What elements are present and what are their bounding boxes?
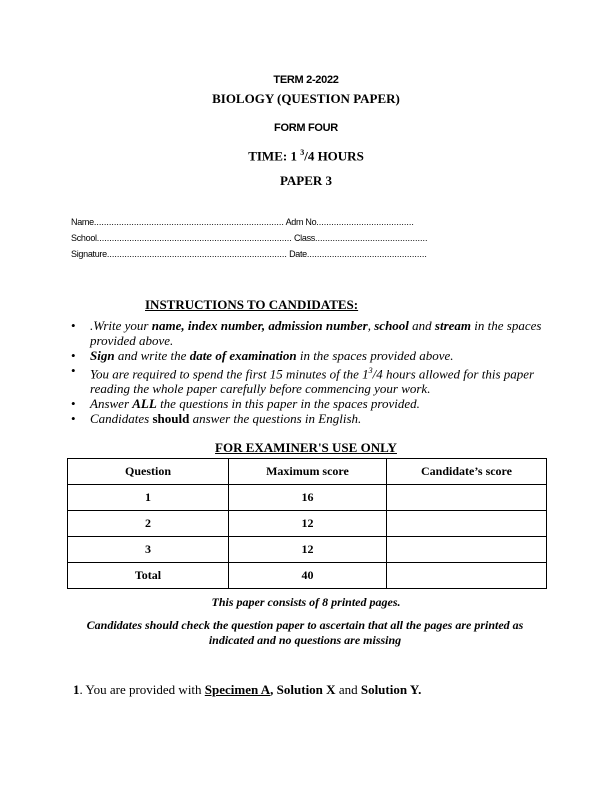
instruction-item — [68, 348, 548, 363]
school-dots: .............................................................................. — [96, 233, 292, 243]
instruction-text: , — [367, 318, 375, 333]
school-label: School — [71, 233, 97, 243]
q1-comma: , — [270, 682, 277, 697]
instruction-text: school — [374, 318, 409, 333]
time-prefix: TIME: 1 — [248, 148, 301, 164]
instruction-text: Answer — [90, 396, 133, 412]
solution-x: Solution X — [276, 682, 336, 697]
table-row — [68, 485, 547, 511]
q1-end: . — [418, 682, 422, 697]
candidate-score-cell[interactable] — [387, 563, 547, 589]
date-dots: ................................................ — [306, 249, 427, 259]
instruction-text: /4 hours allowed for this paper reading the whole paper carefully before commencing your work. — [90, 366, 535, 397]
instruction-text: the questions in this paper in the spaces provided. — [156, 396, 420, 412]
instruction-item — [68, 411, 548, 426]
instruction-text: Sign — [90, 348, 115, 363]
instructions-list — [68, 318, 548, 426]
question-1 — [73, 682, 421, 698]
name-dots: ............................................................................ — [93, 217, 284, 227]
class-dots: ............................................. — [314, 233, 428, 243]
candidate-score-cell[interactable] — [387, 485, 547, 511]
instruction-text: in the spaces provided above. — [90, 318, 542, 348]
max-score-cell: 12 — [229, 537, 387, 563]
time-sup: 3 — [300, 148, 305, 157]
solution-y: Solution Y — [360, 682, 419, 697]
max-score-cell: 16 — [229, 485, 387, 511]
candidate-score-cell[interactable] — [387, 511, 547, 537]
instruction-text: and write the — [114, 348, 190, 363]
table-row — [68, 537, 547, 563]
instruction-item — [68, 363, 548, 396]
q1-and: and — [335, 682, 361, 697]
form-heading: FORM FOUR — [274, 122, 338, 134]
instruction-item — [68, 318, 548, 348]
table-header-row — [68, 459, 547, 485]
instruction-text: stream — [434, 318, 472, 333]
time-heading — [0, 148, 612, 164]
instruction-text: and — [408, 318, 435, 333]
signature-dots: ........................................................................ — [106, 249, 287, 259]
candidate-score-cell[interactable] — [387, 537, 547, 563]
instruction-text: You are required to spend the first 15 minutes of the 1 — [90, 366, 369, 382]
specimen-a: Specimen A — [204, 682, 271, 697]
time-suffix: /4 HOURS — [304, 148, 364, 164]
table-row — [68, 511, 547, 537]
instruction-item — [68, 396, 548, 411]
question-cell: 3 — [68, 537, 229, 563]
name-label: Name — [71, 217, 94, 227]
name-field[interactable] — [71, 217, 414, 227]
table-row-total — [68, 563, 547, 589]
adm-label: Adm No — [285, 217, 317, 227]
question-cell: Total — [68, 563, 229, 589]
header-question: Question — [68, 459, 229, 485]
question-cell: 2 — [68, 511, 229, 537]
signature-field[interactable] — [71, 249, 427, 259]
question-number: 1 — [73, 682, 80, 697]
paper-heading: PAPER 3 — [279, 173, 333, 188]
school-field[interactable] — [71, 233, 428, 243]
q1-text: . You are provided with — [79, 682, 205, 697]
instruction-text: answer the questions in English. — [189, 411, 362, 427]
instruction-text: 3 — [368, 366, 373, 375]
instruction-text: name, index number, admission number — [151, 318, 368, 333]
instruction-text: should — [152, 411, 190, 427]
score-table — [67, 458, 547, 589]
header-max-score: Maximum score — [229, 459, 387, 485]
signature-label: Signature — [71, 249, 107, 259]
instruction-text: .Write your — [90, 318, 152, 333]
max-score-cell: 40 — [229, 563, 387, 589]
adm-dots: ....................................... — [316, 217, 414, 227]
question-cell: 1 — [68, 485, 229, 511]
instruction-text: Candidates — [90, 411, 153, 427]
class-label: Class — [293, 233, 315, 243]
subject-heading: BIOLOGY (QUESTION PAPER) — [212, 91, 400, 106]
instructions-title: INSTRUCTIONS TO CANDIDATES: — [145, 297, 359, 312]
pages-note: This paper consists of 8 printed pages. — [211, 595, 401, 609]
term-heading: TERM 2-2022 — [273, 74, 339, 86]
header-candidate-score: Candidate’s score — [387, 459, 547, 485]
check-note: Candidates should check the question paper to ascertain that all the pages are printed as indicated and no questions are missing — [86, 618, 524, 647]
date-label: Date — [289, 249, 307, 259]
instruction-text: date of examination — [189, 348, 297, 363]
instruction-text: in the spaces provided above. — [296, 348, 454, 363]
examiner-title: FOR EXAMINER'S USE ONLY — [215, 440, 397, 455]
instruction-text: ALL — [132, 396, 157, 412]
max-score-cell: 12 — [229, 511, 387, 537]
